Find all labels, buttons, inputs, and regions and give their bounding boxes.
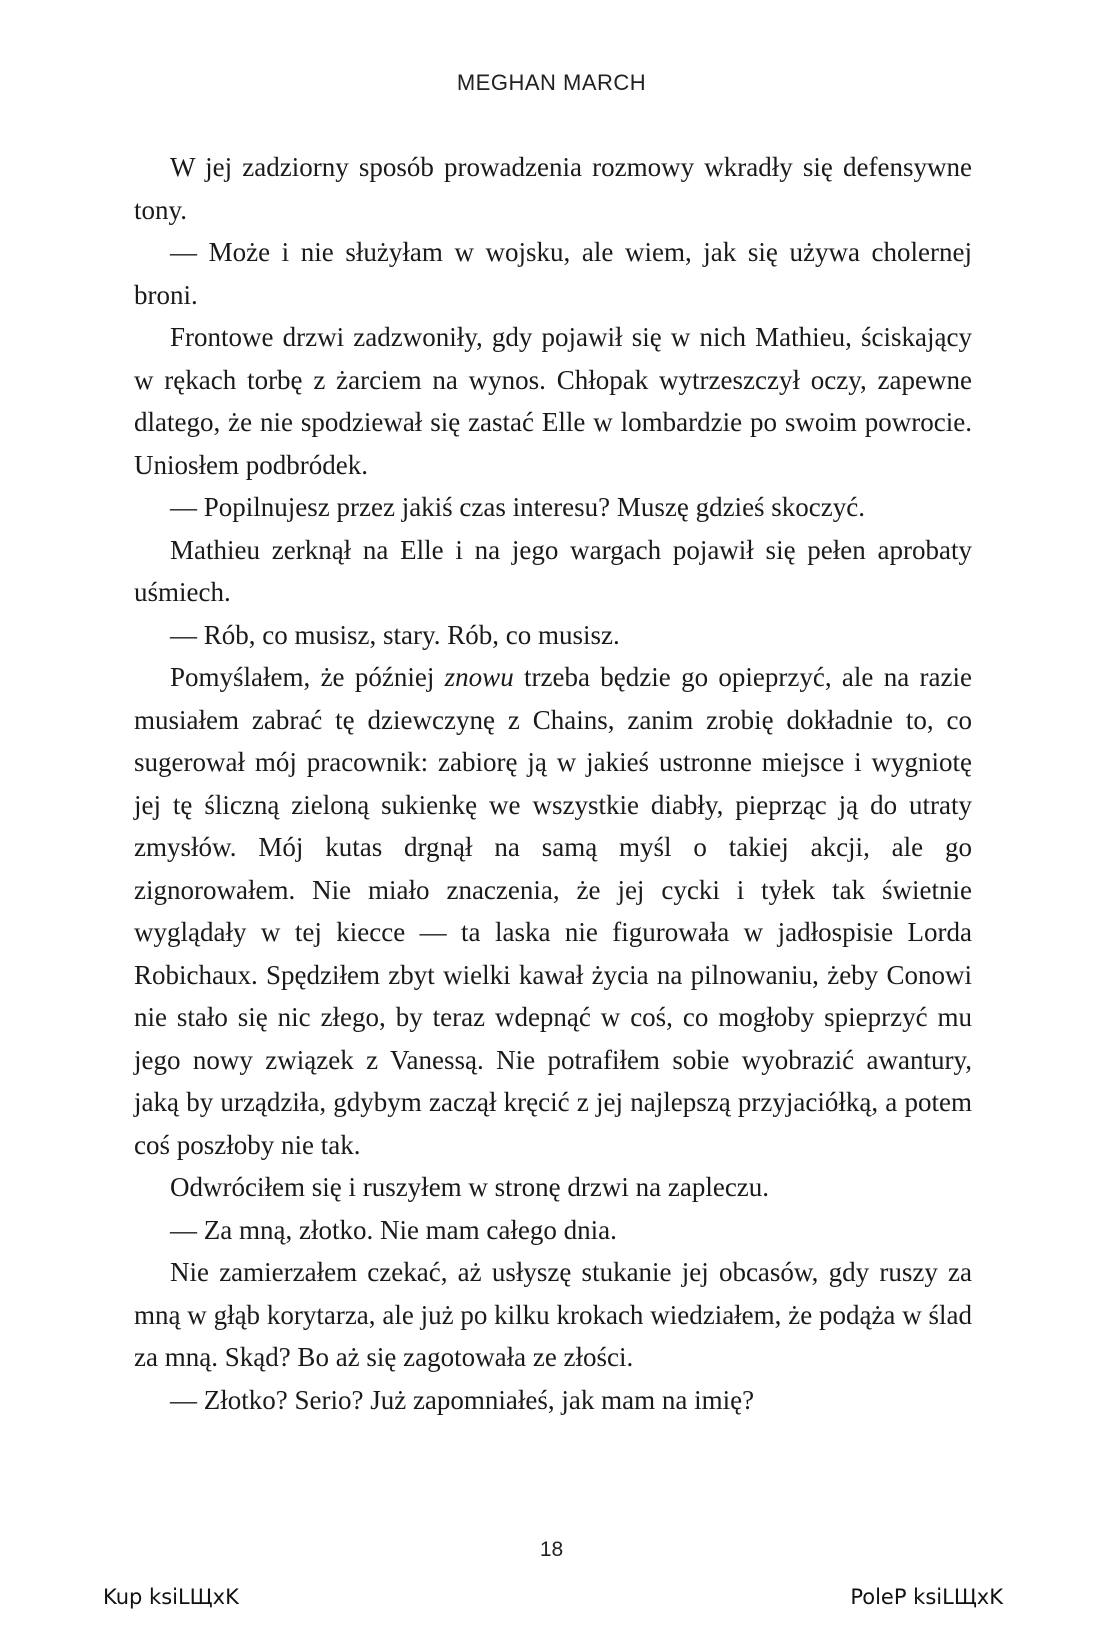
paragraph-1: W jej zadziorny sposób prowadzenia rozmowy wkradły się defensywne tony. [134,152,972,225]
paragraph-3: Frontowe drzwi zadzwoniły, gdy pojawił się w nich Mathieu, ściskający w rękach torbę z żarciem na wynos. Chłopak wytrzeszczył oczy, zapewne dlatego, że nie spodziewał się zastać Elle w lombardzie po swoim powrocie. Uniosłem podbródek. [134,322,972,480]
recommend-book-link[interactable]: PoleP ksiLЩxK [850,1585,1003,1609]
paragraph-6: — Rób, co musisz, stary. Rób, co musisz. [170,619,620,650]
paragraph-7-after: trzeba będzie go opieprzyć, ale na razie musiałem zabrać tę dziewczynę z Chains, zanim zrobię dokładnie to, co sugerował mój pracownik: zabiorę ją w jakieś ustronne miejsce i wygniotę jej tę śliczną zieloną sukienkę we wszystkie diabły, pieprząc ją do utraty zmysłów. Mój kutas drgnął na samą myśl o takiej akcji, ale go zignorowałem. Nie miało znaczenia, że jej cycki i tyłek tak świetnie wyglądały w tej kiecce — ta laska nie figurowała w jadłospisie Lorda Robichaux. Spędziłem zbyt wielki kawał życia na pilnowaniu, żeby Conowi nie stało się nic złego, by teraz wdepnąć w coś, co mogłoby spieprzyć mu jego nowy związek z Vanessą. Nie potrafiłem sobie wyobrazić awantury, jaką by urządziła, gdybym zaczął kręcić z jej najlepszą przyjaciółką, a potem coś poszłoby nie tak. [134,662,972,1160]
paragraph-2: — Może i nie służyłam w wojsku, ale wiem, jak się używa cholernej broni. [134,237,972,310]
paragraph-8: Odwróciłem się i ruszyłem w stronę drzwi na zapleczu. [170,1172,770,1202]
paragraph-9: — Za mną, złotko. Nie mam całego dnia. [170,1214,617,1245]
paragraph-7-before: Pomyślałem, że później [170,662,445,692]
page-number: 18 [539,1538,564,1561]
paragraph-5: Mathieu zerknął na Elle i na jego wargach pojawił się pełen aprobaty uśmiech. [134,534,972,607]
paragraph-11: — Złotko? Serio? Już zapomniałeś, jak mam na imię? [170,1384,755,1415]
paragraph-4: — Popilnujesz przez jakiś czas interesu? Muszę gdzieś skoczyć. [170,492,866,522]
page-body-text [134,146,972,1421]
running-header-author: MEGHAN MARCH [456,70,647,95]
paragraph-7-emphasis: znowu [444,662,514,692]
paragraph-7 [134,656,972,1166]
buy-book-link[interactable]: Kup ksiLЩxK [103,1585,239,1609]
paragraph-10: Nie zamierzałem czekać, aż usłyszę stukanie jej obcasów, gdy ruszy za mną w głąb korytarza, ale już po kilku krokach wiedziałem, że podąża w ślad za mną. Skąd? Bo aż się zagotowała ze złości. [134,1257,972,1372]
